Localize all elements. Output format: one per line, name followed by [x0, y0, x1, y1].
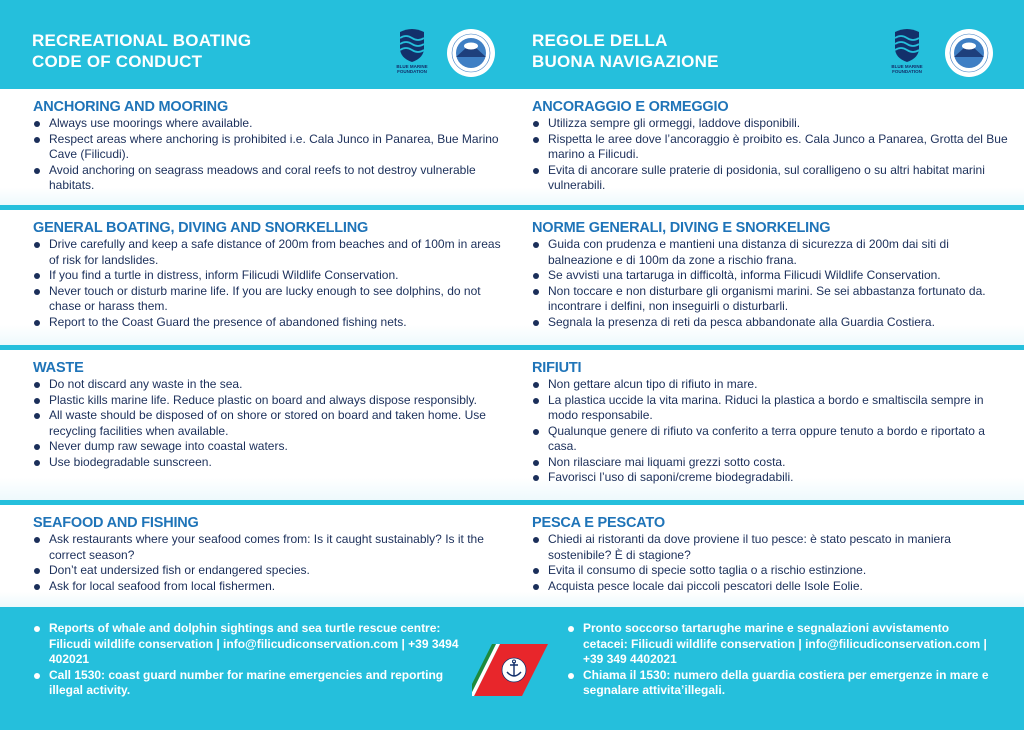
rule-section-it-0	[512, 89, 1024, 205]
logo-text: FOUNDATION	[397, 69, 427, 74]
rule-item: Drive carefully and keep a safe distance of 200m from beaches and of 100m in areas of risk for landslides.	[33, 237, 512, 268]
section-title: SEAFOOD AND FISHING	[33, 515, 199, 531]
rule-item: Chiedi ai ristoranti da dove proviene il tuo pesce: è stato pescato in maniera sostenibile? È di stagione?	[532, 532, 1024, 563]
rule-item: Guida con prudenza e mantieni una distanza di sicurezza di 200m dai siti di balneazione e di 100m da zone a rischio frana.	[532, 237, 1024, 268]
rule-item: Favorisci l’uso di saponi/creme biodegradabili.	[532, 470, 1024, 486]
rule-section-en-2	[0, 350, 512, 500]
footer-list	[33, 621, 473, 699]
section-title: NORME GENERALI, DIVING E SNORKELING	[532, 220, 831, 236]
section-content	[512, 89, 1024, 194]
footer-contacts-english	[33, 621, 473, 699]
rule-list	[532, 237, 1024, 330]
header-italian	[512, 0, 1024, 89]
rule-item: Se avvisti una tartaruga in difficoltà, informa Filicudi Wildlife Conservation.	[532, 268, 1024, 284]
rule-item: La plastica uccide la vita marina. Riduci la plastica a bordo e smaltiscila sempre in modo responsabile.	[532, 393, 1024, 424]
rule-item: Avoid anchoring on seagrass meadows and coral reefs to not destroy vulnerable habitats.	[33, 163, 512, 194]
logo-bmf-text	[392, 64, 432, 74]
rules-body	[0, 89, 1024, 607]
section-content	[0, 210, 512, 330]
rule-section-it-2	[512, 350, 1024, 500]
title-line: REGOLE DELLA	[532, 31, 668, 50]
rule-item: Utilizza sempre gli ormeggi, laddove disponibili.	[532, 116, 1024, 132]
header-band	[0, 0, 1024, 89]
section-content	[512, 505, 1024, 594]
rule-item: Non gettare alcun tipo di rifiuto in mare.	[532, 377, 1024, 393]
rule-list	[33, 377, 512, 470]
rule-item: Never dump raw sewage into coastal waters.	[33, 439, 512, 455]
rule-list	[532, 532, 1024, 594]
footer-contacts-italian	[567, 621, 997, 699]
section-content	[512, 350, 1024, 486]
rule-item: Respect areas where anchoring is prohibited i.e. Cala Junco in Panarea, Bue Marino Cave (Filicudi).	[33, 132, 512, 163]
rule-item: Plastic kills marine life. Reduce plastic on board and always dispose responsibly.	[33, 393, 512, 409]
section-title: ANCORAGGIO E ORMEGGIO	[532, 99, 729, 115]
section-content	[0, 89, 512, 194]
section-title: ANCHORING AND MOORING	[33, 99, 229, 115]
section-title: GENERAL BOATING, DIVING AND SNORKELLING	[33, 220, 369, 236]
rule-section-en-0	[0, 89, 512, 205]
rule-item: Ask restaurants where your seafood comes from: Is it caught sustainably? Is it the correct season?	[33, 532, 512, 563]
rule-section-en-1	[0, 210, 512, 345]
logo-text: BLUE MARINE	[396, 64, 428, 69]
rule-item: Never touch or disturb marine life. If you are lucky enough to see dolphins, do not chase or harass them.	[33, 284, 512, 315]
title-line: CODE OF CONDUCT	[32, 52, 203, 71]
section-title: PESCA E PESCATO	[532, 515, 665, 531]
rule-item: Report to the Coast Guard the presence of abandoned fishing nets.	[33, 315, 512, 331]
rule-list	[532, 377, 1024, 486]
rule-item: Segnala la presenza di reti da pesca abbandonate alla Guardia Costiera.	[532, 315, 1024, 331]
rule-section-en-3	[0, 505, 512, 607]
rule-list	[532, 116, 1024, 194]
section-title: WASTE	[33, 360, 84, 376]
section-content	[0, 350, 512, 470]
section-content	[512, 210, 1024, 330]
rule-list	[33, 116, 512, 194]
blue-marine-foundation-logo-icon	[392, 28, 432, 78]
logo-bmf-text	[887, 64, 927, 74]
footer-item: Chiama il 1530: numero della guardia costiera per emergenze in mare e segnalare attivita’illegali.	[567, 668, 997, 699]
page-title-italian	[532, 30, 719, 72]
rule-item: Acquista pesce locale dai piccoli pescatori delle Isole Eolie.	[532, 579, 1024, 595]
footer-item: Call 1530: coast guard number for marine emergencies and reporting illegal activity.	[33, 668, 473, 699]
footer-item: Pronto soccorso tartarughe marine e segnalazioni avvistamento cetacei: Filicudi wildlife conservation | info@filicudiconservation.com | +39 349 4402021	[567, 621, 997, 668]
footer-list	[567, 621, 997, 699]
title-line: RECREATIONAL BOATING	[32, 31, 252, 50]
rule-item: Non rilasciare mai liquami grezzi sotto costa.	[532, 455, 1024, 471]
rule-item: Use biodegradable sunscreen.	[33, 455, 512, 471]
title-line: BUONA NAVIGAZIONE	[532, 52, 719, 71]
rule-item: Do not discard any waste in the sea.	[33, 377, 512, 393]
rule-section-it-1	[512, 210, 1024, 345]
logo-text: BLUE MARINE	[891, 64, 923, 69]
blue-marine-foundation-logo-icon	[887, 28, 927, 78]
rule-item: Qualunque genere di rifiuto va conferito a terra oppure tenuto a bordo e riportato a casa.	[532, 424, 1024, 455]
aeolian-islands-fund-logo-icon	[447, 29, 495, 77]
rule-item: Non toccare e non disturbare gli organismi marini. Se sei abbastanza fortunato da. incontrare i delfini, non inseguirli o disturbarli.	[532, 284, 1024, 315]
rule-item: All waste should be disposed of on shore or stored on board and taken home. Use recycling facilities when available.	[33, 408, 512, 439]
coast-guard-logo-icon	[472, 642, 552, 698]
header-english	[0, 0, 512, 89]
rule-item: If you find a turtle in distress, inform Filicudi Wildlife Conservation.	[33, 268, 512, 284]
section-title: RIFIUTI	[532, 360, 582, 376]
rule-item: Always use moorings where available.	[33, 116, 512, 132]
section-content	[0, 505, 512, 594]
rule-item: Don’t eat undersized fish or endangered species.	[33, 563, 512, 579]
rule-list	[33, 237, 512, 330]
rule-item: Evita il consumo di specie sotto taglia o a rischio estinzione.	[532, 563, 1024, 579]
rule-section-it-3	[512, 505, 1024, 607]
rule-item: Ask for local seafood from local fishermen.	[33, 579, 512, 595]
rule-list	[33, 532, 512, 594]
logo-text: FOUNDATION	[892, 69, 922, 74]
page-title-english	[32, 30, 251, 72]
rule-item: Evita di ancorare sulle praterie di posidonia, sul coralligeno o su altri habitat marini vulnerabili.	[532, 163, 1024, 194]
footer-item: Reports of whale and dolphin sightings and sea turtle rescue centre: Filicudi wildlife conservation | info@filicudiconservation.com | +39 3494 402021	[33, 621, 473, 668]
aeolian-islands-fund-logo-icon	[945, 29, 993, 77]
rule-item: Rispetta le aree dove l’ancoraggio è proibito es. Cala Junco a Panarea, Grotta del Bue marino a Filicudi.	[532, 132, 1024, 163]
